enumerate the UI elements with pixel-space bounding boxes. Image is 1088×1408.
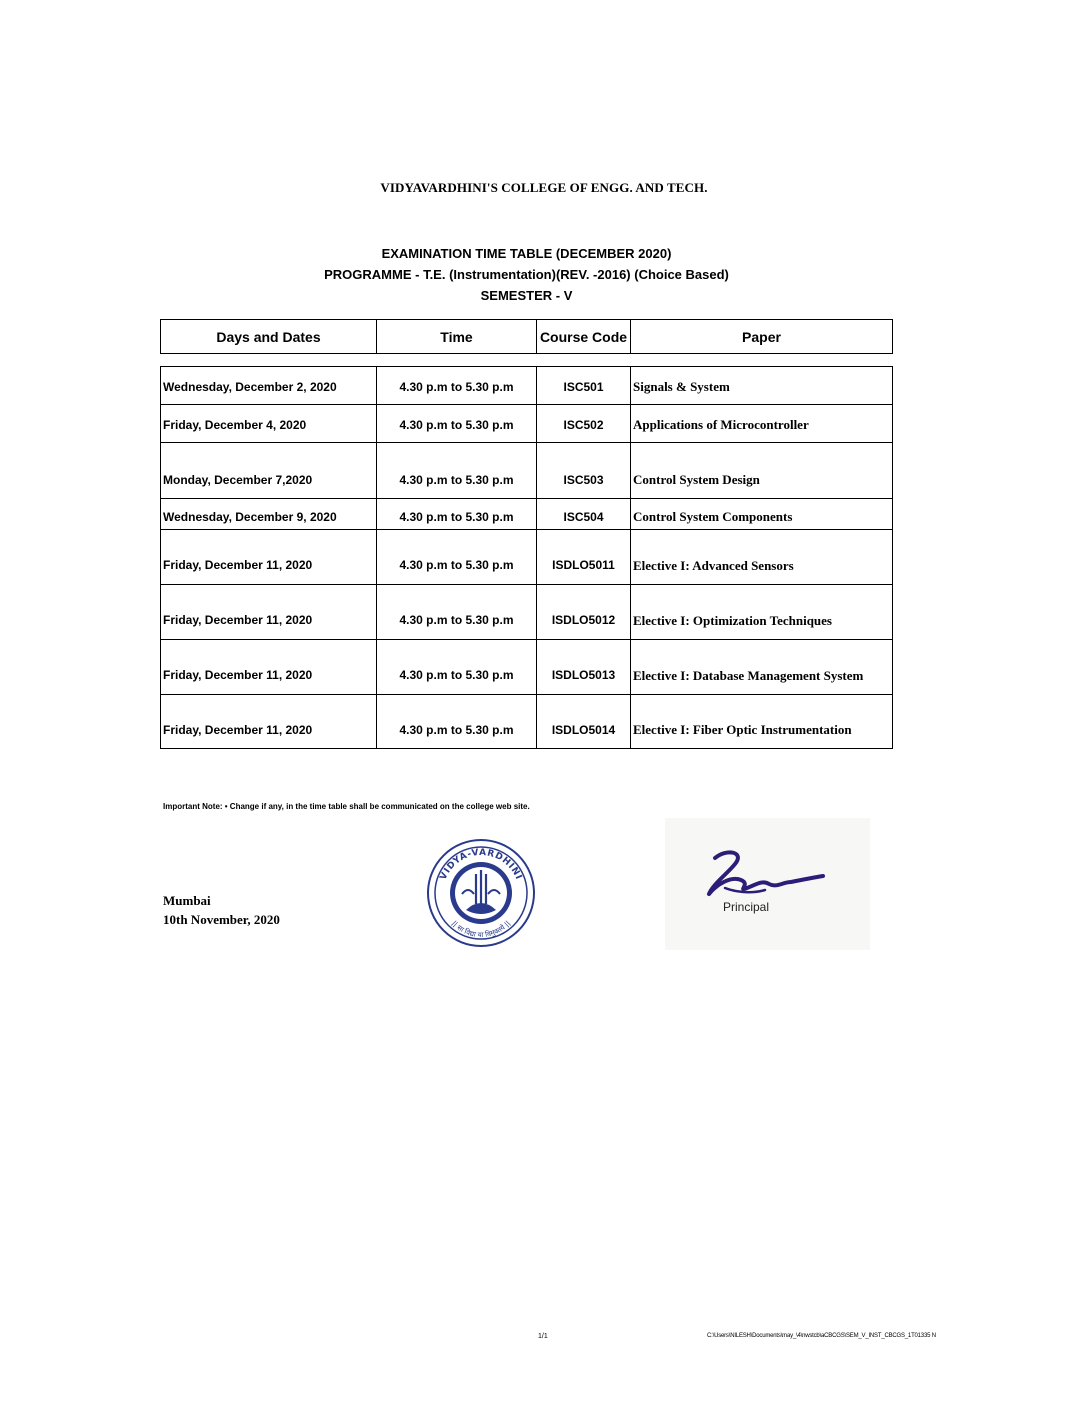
table-row — [161, 499, 893, 530]
row-paper: Signals & System — [631, 367, 893, 405]
column-header-time: Time — [377, 320, 537, 354]
row-course-code: ISDLO5012 — [537, 585, 631, 640]
row-paper: Elective I: Database Management System — [631, 640, 893, 695]
row-date: Monday, December 7,2020 — [161, 443, 377, 499]
table-row — [161, 367, 893, 405]
row-paper: Elective I: Fiber Optic Instrumentation — [631, 695, 893, 749]
important-note: Important Note: • Change if any, in the time table shall be communicated on the college web site. — [163, 802, 530, 811]
table-row — [161, 695, 893, 749]
row-date: Friday, December 4, 2020 — [161, 405, 377, 443]
row-course-code: ISC504 — [537, 499, 631, 530]
table-row — [161, 585, 893, 640]
programme-title: PROGRAMME - T.E. (Instrumentation)(REV. -2016) (Choice Based) — [324, 267, 729, 282]
row-paper: Applications of Microcontroller — [631, 405, 893, 443]
row-date: Friday, December 11, 2020 — [161, 640, 377, 695]
seal-top-text: VIDYA-VARDHINI — [438, 847, 524, 882]
row-course-code: ISC502 — [537, 405, 631, 443]
row-date: Friday, December 11, 2020 — [161, 695, 377, 749]
row-course-code: ISC503 — [537, 443, 631, 499]
row-course-code: ISDLO5013 — [537, 640, 631, 695]
row-time: 4.30 p.m to 5.30 p.m — [377, 499, 537, 530]
row-date: Friday, December 11, 2020 — [161, 585, 377, 640]
row-date: Wednesday, December 9, 2020 — [161, 499, 377, 530]
file-path: C:\Users\NILESH\Documents\may_\4\nwstcb\aCBCGS\SEM_V_INST_CBCGS_1T01335 N — [707, 1333, 936, 1339]
seal-bottom-text: || सा विद्या या विमुक्तये || — [450, 919, 512, 940]
timetable — [160, 366, 893, 749]
college-seal-icon — [426, 838, 536, 948]
table-row — [161, 405, 893, 443]
timetable-header — [160, 319, 893, 354]
table-row — [161, 443, 893, 499]
row-time: 4.30 p.m to 5.30 p.m — [377, 443, 537, 499]
row-time: 4.30 p.m to 5.30 p.m — [377, 695, 537, 749]
principal-signature — [665, 818, 870, 950]
table-row — [161, 640, 893, 695]
row-course-code: ISDLO5011 — [537, 530, 631, 585]
column-header-paper: Paper — [631, 320, 893, 354]
row-course-code: ISDLO5014 — [537, 695, 631, 749]
exam-title: EXAMINATION TIME TABLE (DECEMBER 2020) — [381, 246, 672, 261]
row-time: 4.30 p.m to 5.30 p.m — [377, 585, 537, 640]
place: Mumbai — [163, 893, 211, 908]
signatory-title: Principal — [723, 900, 770, 914]
row-course-code: ISC501 — [537, 367, 631, 405]
college-name: VIDYAVARDHINI'S COLLEGE OF ENGG. AND TECH. — [380, 180, 708, 195]
semester-title: SEMESTER - V — [480, 288, 573, 303]
column-header-course-code: Course Code — [537, 320, 631, 354]
row-time: 4.30 p.m to 5.30 p.m — [377, 367, 537, 405]
page-number: 1/1 — [538, 1333, 548, 1340]
row-paper: Control System Design — [631, 443, 893, 499]
row-time: 4.30 p.m to 5.30 p.m — [377, 640, 537, 695]
row-date: Wednesday, December 2, 2020 — [161, 367, 377, 405]
row-paper: Elective I: Optimization Techniques — [631, 585, 893, 640]
row-time: 4.30 p.m to 5.30 p.m — [377, 405, 537, 443]
column-header-days: Days and Dates — [161, 320, 377, 354]
row-date: Friday, December 11, 2020 — [161, 530, 377, 585]
row-time: 4.30 p.m to 5.30 p.m — [377, 530, 537, 585]
table-row — [161, 530, 893, 585]
row-paper: Control System Components — [631, 499, 893, 530]
row-paper: Elective I: Advanced Sensors — [631, 530, 893, 585]
issue-date: 10th November, 2020 — [163, 912, 280, 927]
